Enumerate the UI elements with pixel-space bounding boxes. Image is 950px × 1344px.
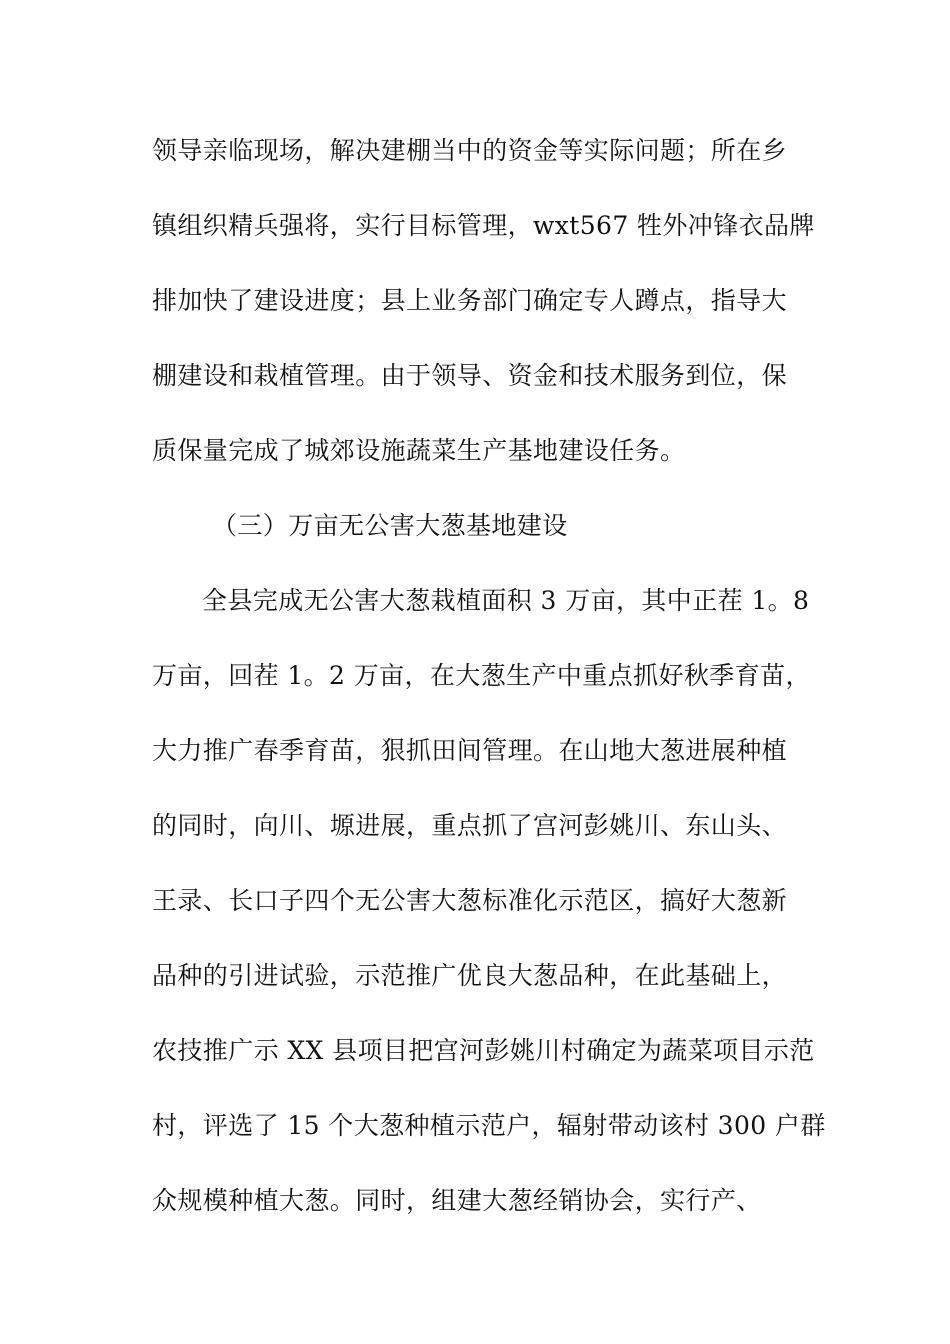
text-line: 品种的引进试验，示范推广优良大葱品种，在此基础上， xyxy=(152,961,788,990)
text-line: 村，评选了 15 个大葱种植示范户，辐射带动该村 300 户群 xyxy=(152,1111,826,1140)
text-line: 镇组织精兵强将，实行目标管理，wxt567 牲外冲锋衣品牌 xyxy=(152,211,815,240)
text-line: 大力推广春季育苗，狠抓田间管理。在山地大葱进展种植 xyxy=(152,736,788,765)
text-line: 质保量完成了城郊设施蔬菜生产基地建设任务。 xyxy=(152,436,686,465)
text-line: 的同时，向川、塬进展，重点抓了宫河彭姚川、东山头、 xyxy=(152,811,788,840)
text-line: 万亩，回茬 1。2 万亩，在大葱生产中重点抓好秋季育苗， xyxy=(152,661,811,690)
text-line: 王录、长口子四个无公害大葱标准化示范区，搞好大葱新 xyxy=(152,886,788,915)
text-line: 农技推广示 XX 县项目把宫河彭姚川村确定为蔬菜项目示范 xyxy=(152,1036,815,1065)
text-line: 全县完成无公害大葱栽植面积 3 万亩，其中正茬 1。8 xyxy=(202,586,810,615)
text-line: 棚建设和栽植管理。由于领导、资金和技术服务到位，保 xyxy=(152,361,788,390)
text-line: 众规模种植大葱。同时，组建大葱经销协会，实行产、 xyxy=(152,1186,762,1215)
text-line: 排加快了建设进度；县上业务部门确定专人蹲点，指导大 xyxy=(152,286,788,315)
text-line: 领导亲临现场，解决建棚当中的资金等实际问题；所在乡 xyxy=(152,136,788,165)
section-heading: （三）万亩无公害大葱基地建设 xyxy=(212,511,568,540)
